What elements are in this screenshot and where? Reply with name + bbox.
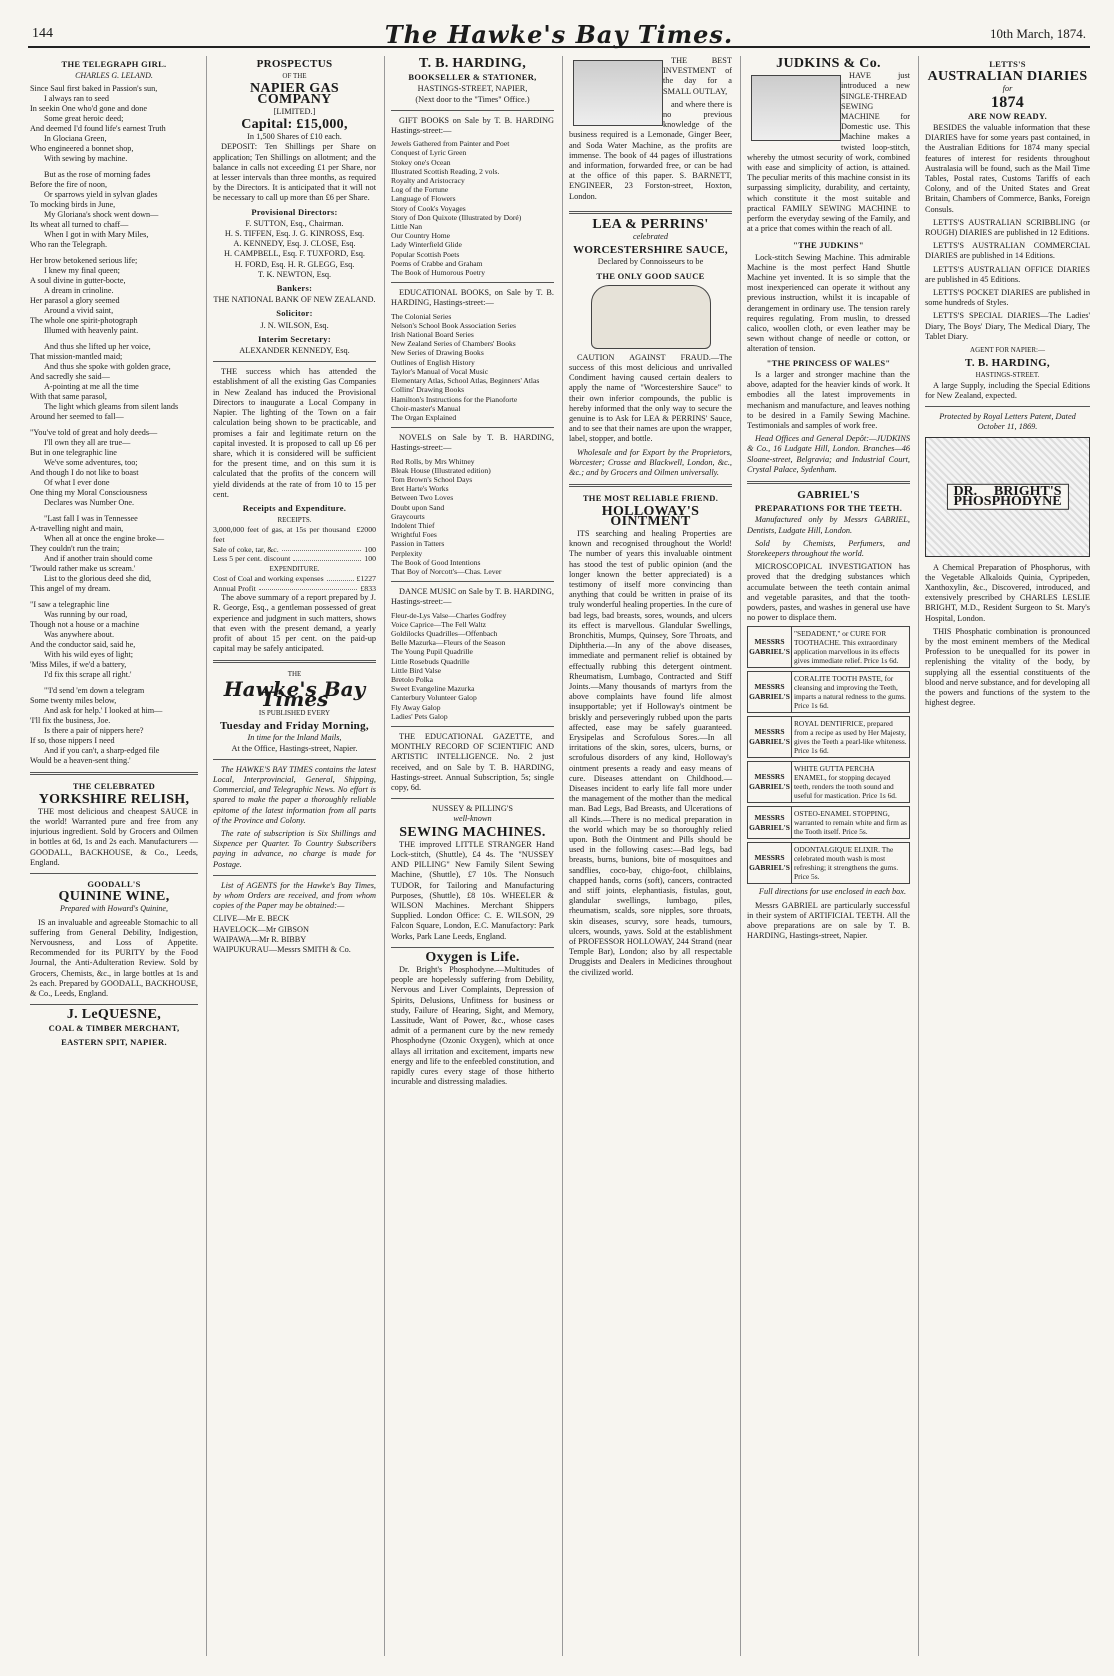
poem-line: Who ran the Telegraph. bbox=[30, 240, 108, 250]
princess-heading: "THE PRINCESS OF WALES" bbox=[766, 357, 891, 368]
poem-line: And the conductor said, said he, bbox=[30, 640, 136, 650]
lea-caution: CAUTION AGAINST FRAUD.—The success of this most delicious and unrivalled Condiment having caused certain dealers to apply the name of "Worcestershire Sauce" to their own inferior compounds, the public is hereby informed that the only way to secure the genuine is to Ask for LEA & PERRINS' Sauce, and to see that their names are upon the wrapper, label, stopper, and bottle. bbox=[569, 352, 732, 444]
novel-item: The Book of Good Intentions bbox=[391, 557, 481, 567]
director-line: F. SUTTON, Esq., Chairman. bbox=[245, 218, 344, 228]
gabriel-product bbox=[747, 671, 910, 713]
relish-text: THE most delicious and cheapest SAUCE in the world! Warranted pure and free from any injurious ingredient. Sold by Grocers and Oilmen in bottles at 6d, 1s and 2s each. Manufacturers — GOODALL, BACKHOUSE, & Co., Leeds, England. bbox=[30, 806, 198, 867]
princess-text: Is a larger and stronger machine than the above, adapted for the heavier kinds of work. It embodies all the latest improvements in mechanism and manufacture, and leaves nothing to be desired in a Family Sewing Machine. Testimonials and samples of work free. bbox=[747, 369, 910, 430]
gabriel-product-list bbox=[747, 626, 910, 884]
poem-line: Since Saul first baked in Passion's sun, bbox=[30, 84, 158, 94]
music-item: The Young Pupil Quadrille bbox=[391, 647, 473, 657]
poem-line: I'd fix this scrape all right.' bbox=[44, 670, 132, 680]
gazette-text: THE EDUCATIONAL GAZETTE, and MONTHLY RECORD OF SCIENTIFIC AND ARTISTIC INTELLIGENCE. No. 2 just received, and on Sale by T. B. HARDING, Hastings-street. Annual Subscription, 5s; single copy, 6d. bbox=[391, 732, 554, 793]
poem-line: And though I do not like to boast bbox=[30, 468, 139, 478]
poem-line: We've some adventures, too; bbox=[44, 458, 138, 468]
edu-book-item: Irish National Board Series bbox=[391, 330, 474, 340]
letts-diary-list bbox=[925, 218, 1090, 342]
poem-line: Before the fire of noon, bbox=[30, 180, 108, 190]
poem-line: That mission-mantled maid; bbox=[30, 352, 123, 362]
letts-heading: LETTS'S bbox=[989, 59, 1026, 69]
edu-book-item: Elementary Atlas, School Atlas, Beginners' Atlas bbox=[391, 376, 540, 386]
divider bbox=[213, 660, 376, 663]
holloway-title: HOLLOWAY'S OINTMENT bbox=[601, 503, 700, 529]
edu-book-item: Nelson's School Book Association Series bbox=[391, 320, 516, 330]
letts-ready: ARE NOW READY. bbox=[967, 110, 1048, 121]
letts-diary-item: LETTS'S AUSTRALIAN SCRIBBLING (or ROUGH) DIARIES are published in 12 Editions. bbox=[925, 217, 1090, 238]
harding-trade: BOOKSELLER & STATIONER, bbox=[408, 72, 537, 83]
poem-author: CHARLES G. LELAND. bbox=[75, 71, 153, 81]
poem-line: A-pointing at me all the time bbox=[44, 382, 139, 392]
deposit-text: DEPOSIT: Ten Shillings per Share on application; Ten Shillings on allotment; and the balance in calls not exceeding £1 per Share, nor at lesser intervals than three months, as required by the Directors. It is anticipated that it will not be necessary to call up more than £6 per Share. bbox=[213, 142, 376, 203]
novel-item: Doubt upon Sand bbox=[391, 502, 445, 512]
gabriel-subtitle: PREPARATIONS FOR THE TEETH. bbox=[754, 503, 903, 514]
gabriel-product-text: ODONTALGIQUE ELIXIR. The celebrated mouth wash is most refreshing; it strengthens the gums. Price 5s. bbox=[794, 845, 899, 882]
expenditure-row: Annual Profit £833 bbox=[213, 583, 376, 593]
solicitor-name: J. N. WILSON, Esq. bbox=[260, 320, 329, 330]
gift-book-item: Our Country Home bbox=[391, 231, 451, 241]
quinine-title: QUININE WINE, bbox=[58, 889, 170, 905]
poem-line: 'I'll fix the business, Joe. bbox=[30, 716, 111, 726]
music-item: Goldilocks Quadrilles—Offenbach bbox=[391, 628, 498, 638]
gabriel-product bbox=[747, 716, 910, 758]
lea-good: THE ONLY GOOD SAUCE bbox=[596, 270, 705, 281]
gabriel-product-text: OSTEO-ENAMEL STOPPING, warranted to remain white and firm as the Tooth itself. Price 5s. bbox=[794, 809, 907, 837]
gabriel-product-label: MESSRS GABRIEL'S bbox=[748, 717, 792, 757]
receipts-note: The above summary of a report prepared by J. R. George, Esq., a gentleman possessed of great experience and judgment in such matters, shows that even with the present demand, a yearly profit of about 15 per cent. on the paid-up capital may be safely anticipated. bbox=[213, 593, 376, 654]
divider bbox=[213, 875, 376, 876]
gabriel-product-label: MESSRS GABRIEL'S bbox=[748, 843, 792, 883]
expenditure-row: Cost of Coal and working expenses £1227 bbox=[213, 573, 376, 583]
poem-line: I always ran to seed bbox=[44, 94, 110, 104]
gabriel-product-label: MESSRS GABRIEL'S bbox=[748, 807, 792, 838]
edu-book-item: The Colonial Series bbox=[391, 311, 452, 321]
poem-line: Of what I ever done bbox=[44, 478, 110, 488]
novels-heading: NOVELS on Sale by T. B. HARDING, Hastings-street:— bbox=[391, 433, 554, 453]
director-line: H. FORD, Esq. H. R. GLEGG, Esq. bbox=[234, 259, 355, 269]
poem-line: List to the glorious deed she did, bbox=[44, 574, 152, 584]
paper-days: Tuesday and Friday Morning, bbox=[220, 720, 369, 733]
letts-title: AUSTRALIAN DIARIES bbox=[927, 69, 1088, 85]
edu-book-item: Hamilton's Instructions for the Pianoforte bbox=[391, 394, 518, 404]
gabriel-product-text: CORALITE TOOTH PASTE, for cleansing and improving the Teeth, imparts a natural redness to the gums. Price 1s 6d. bbox=[794, 674, 906, 711]
gabriel-product-text: WHITE GUTTA PERCHA ENAMEL, for stopping decayed teeth, renders the tooth sound and useful for mastication. Price 1s 6d. bbox=[794, 764, 897, 801]
edu-book-item: Collins' Drawing Books bbox=[391, 385, 465, 395]
oxygen-title: Oxygen is Life. bbox=[425, 949, 520, 965]
edu-book-item: Taylor's Manual of Vocal Music bbox=[391, 366, 489, 376]
quinine-text: IS an invaluable and agreeable Stomachic to all suffering from General Debility, Indigestion, Nervousness, and Loss of Appetite. Recommended for its PURITY by the Food Journal, the Anti-Adulteration Review. Sold by Grocers, Chemists, &c., in large bottles at 1s and 2s each. Prepared by GOODALL, BACKHOUSE, & Co., Leeds, England. bbox=[30, 917, 198, 999]
poem-line: I knew my final queen; bbox=[44, 266, 120, 276]
director-line: A. KENNEDY, Esq. J. CLOSE, Esq. bbox=[233, 239, 356, 249]
poem-line: Though not a house or a machine bbox=[30, 620, 140, 630]
poem-line: Her parasol a glory seemed bbox=[30, 296, 120, 306]
poem-line: They couldn't run the train; bbox=[30, 544, 120, 554]
best-heading: THE BEST INVESTMENT of the day for a SMALL OUTLAY, bbox=[663, 56, 732, 96]
poem-line: I'll own they all are true— bbox=[44, 438, 131, 448]
gift-book-item: Log of the Fortune bbox=[391, 185, 449, 195]
poem-line: "Last fall I was in Tennessee bbox=[44, 514, 138, 524]
novel-item: Tom Brown's School Days bbox=[391, 474, 473, 484]
receipts-subheading: RECEIPTS. bbox=[277, 516, 312, 525]
edu-heading: EDUCATIONAL BOOKS, on Sale by T. B. HARDING, Hastings-street:— bbox=[391, 288, 554, 308]
novel-item: Wrightful Foes bbox=[391, 530, 437, 540]
gift-book-item: Illustrated Scottish Reading, 2 vols. bbox=[391, 166, 500, 176]
gabriel-agent: Messrs GABRIEL are particularly successful in their system of ARTIFICIAL TEETH. All the above preparations are on sale by T. B. HARDING, Hastings-street, Napier. bbox=[747, 900, 910, 941]
gift-book-item: Stokey one's Ocean bbox=[391, 157, 451, 167]
receipts-heading: Receipts and Expenditure. bbox=[242, 502, 347, 513]
micro-text: MICROSCOPICAL INVESTIGATION has proved that the dredging substances which accumulate between the teeth contain animal and vegetable parasites, and that the tooth-powders, pastes, and washes in general use have no power to displace them. bbox=[747, 562, 910, 623]
poem-line: Declares was Number One. bbox=[44, 498, 135, 508]
gabriel-product bbox=[747, 626, 910, 668]
prospectus-heading: PROSPECTUS bbox=[256, 58, 333, 70]
divider bbox=[391, 726, 554, 727]
director-line: T. K. NEWTON, Esq. bbox=[257, 269, 332, 279]
paper-name: Hawke's Bay Times bbox=[223, 676, 366, 711]
music-item: Bretolo Polka bbox=[391, 674, 433, 684]
poem-line: Who engineered a bonnet shop, bbox=[30, 144, 134, 154]
best-text: and where there is no previous knowledge of the business required is a Lemonade, Ginger Beer, and Soda Water Machine, as the profits are immense. The book of 44 pages of illustrations and information, forwarded free, or can be had at the office of this paper. S. BARNETT, ENGINEER, 23 Forston-street, Hoxton, London. bbox=[569, 99, 732, 201]
poem-line: And thus she lifted up her voice, bbox=[44, 342, 151, 352]
holloway-text: ITS searching and healing Properties are known and recognised throughout the World! The number of years this invaluable ointment has stood the test of public opinion (and the longer known the better appreciated) is a testimony of itself more convincing than anything that could be written in praise of its truly wonderful healing properties. In the cure of bad legs, bad breasts, sores, wounds, and ulcers its effect is marvellous. Glandular Swellings, Bronchitis, Mumps, Quinsey, Sore Throats, and Diphtheria.—In any of the above diseases, immediate and permanent relief is obtained by effectually rubbing this detergent ointment. Rheumatism, Lumbago, Contracted and Stiff Joints.—Many thousands of martyrs from the above complaints have found life almost insupportable; yet if Holloway's ointment be briskly and perseveringly rubbed upon the parts affected, ease may be safely guaranteed. Erysipelas and Scrofulous Sores.—In all irritations of the skin, sores, ulcers, burns, or scrofulous disorders of any kind, Holloway's ointment presents a ready and easy means of cure. Diseases attendant on Childhood.—Diseases incident to early life fall more under the management of the mother than the medical man. Bad Legs, Bad Breasts, and Ulcerations of all Kinds.—There is no medical preparation in the world which may be so thoroughly relied upon. Both the Ointment and Pills should be used in the following cases:—Bad legs, bad breasts, burns, bunions, bite of mosquitoes and sandflies, coco-bay, chigo-foot, chilblains, chapped hands, corns (soft), cancers, contracted and stiff joints, elephantiasis, fistulas, gout, glandular swellings, lumbago, piles, rheumatism, scalds, sore nipples, sore throats, skin diseases, scurvy, sore heads, tumours, ulcers, wounds, yaws. Sold at the establishment of PROFESSOR HOLLOWAY, 244 Strand (near Temple Bar), London; also by all respectable Druggists and Dealers in Medicines throughout the civilized world. bbox=[569, 528, 732, 977]
gabriel-product-label: MESSRS GABRIEL'S bbox=[748, 627, 792, 667]
judkins-model-text: Lock-stitch Sewing Machine. This admirable Machine is the most perfect Hand Shuttle Machine yet invented. It is so simple that the most inexperienced can operate it without any previous instruction, whilst it is incapable of derangement in ordinary use. The tension rarely requires regulating. From muslin, to dressed calico, woollen cloth, or even leather may be sewn without change of needle or cotton, or alteration of tension. bbox=[747, 252, 910, 354]
harding-street: HASTINGS-STREET, NAPIER, bbox=[417, 84, 528, 94]
poem-line: Was anywhere about. bbox=[44, 630, 115, 640]
receipt-row: Sale of coke, tar, &c. 100 bbox=[213, 544, 376, 554]
gift-book-item: Royalty and Aristocracy bbox=[391, 176, 465, 186]
merchant-name: J. LeQUESNE, bbox=[66, 1007, 162, 1023]
gift-book-item: Poems of Crabbe and Graham bbox=[391, 258, 483, 268]
poem-line: And deemed I'd found life's earnest Truth bbox=[30, 124, 166, 134]
page-number: 144 bbox=[32, 26, 53, 41]
paper-subscription: The rate of subscription is Six Shillings and Sixpence per Quarter. To Country Subscribers paying in advance, no charge is made for Postage. bbox=[213, 828, 376, 869]
gabriel-product bbox=[747, 806, 910, 839]
poem-line: Some great heroic deed; bbox=[44, 114, 124, 124]
poem-line: Is there a pair of nippers here? bbox=[44, 726, 144, 736]
company-capital: Capital: £15,000, bbox=[241, 117, 348, 133]
gift-book-item: Language of Flowers bbox=[391, 194, 456, 204]
sewing-text: THE improved LITTLE STRANGER Hand Lock-stitch, (Shuttle), £4 4s. The "NUSSEY AND PILLING" New Family Silent Sewing Machine, (Shuttle), £7 10s. The Nonsuch TUDOR, for Tailoring and Manufacturing Purposes, (Shuttle), £8 10s. WHEELER & WILSON Machines. Merchant Shippers Supplied. London Office: C. E. WILSON, 29 Falcon Square, London, E.C. Manufactory: Park Works, Park Lane Leeds, England. bbox=[391, 839, 554, 941]
poem-line: With sewing by machine. bbox=[44, 154, 128, 164]
column-6 bbox=[918, 56, 1090, 1656]
poem-line: Would be a heaven-sent thing.' bbox=[30, 756, 131, 766]
letts-diary-item: LETTS'S AUSTRALIAN COMMERCIAL DIARIES are published in 14 Editions. bbox=[925, 241, 1090, 261]
expenditure-subheading: EXPENDITURE. bbox=[269, 564, 320, 573]
novel-item: Bret Harte's Works bbox=[391, 484, 449, 494]
divider bbox=[391, 110, 554, 111]
secretary-name: ALEXANDER KENNEDY, Esq. bbox=[239, 346, 350, 356]
divider bbox=[391, 581, 554, 582]
poem-line: And if another train should come bbox=[44, 554, 153, 564]
poem-line: 'Twould rather make us scream.' bbox=[30, 564, 136, 574]
columns bbox=[28, 56, 1090, 1656]
gift-book-item: The Book of Humorous Poetry bbox=[391, 268, 486, 278]
poem-line: The light which gleams from silent lands bbox=[44, 402, 179, 412]
sauce-bottle-illustration bbox=[591, 285, 711, 349]
novel-list bbox=[391, 457, 554, 577]
lea-celebrated: celebrated bbox=[632, 232, 668, 242]
judkins-text: HAVE just introduced a new SINGLE-THREAD SEWING MACHINE for Domestic use. This Machine makes a twisted loop-stitch, whereby the utmost security of work, combined with ease and simplicity of action, is attained. The peculiar merits of this machine consist in its surpassing simplicity, durability, and certainty, which constitute it the most suitable and practical FAMILY SEWING MACHINE to perform the everyday sewing of the Family, and at a price that comes within the reach of all. bbox=[747, 71, 910, 234]
poem-line: But as the rose of morning fades bbox=[44, 170, 151, 180]
music-item: Ladies' Pets Galop bbox=[391, 711, 448, 721]
poem-line: 'Miss Miles, if we'd a battery, bbox=[30, 660, 127, 670]
issue-date: 10th March, 1874. bbox=[989, 26, 1086, 41]
poem-body bbox=[30, 84, 198, 766]
divider bbox=[391, 947, 554, 948]
letts-agent-street: HASTINGS-STREET. bbox=[975, 371, 1040, 380]
poem-line: One thing my Moral Consciousness bbox=[30, 488, 148, 498]
poem-line: Was running by our road, bbox=[44, 610, 128, 620]
gabriel-product bbox=[747, 761, 910, 803]
relish-heading: THE CELEBRATED bbox=[72, 781, 156, 792]
sewing-pre: NUSSEY & PILLING'S bbox=[432, 804, 513, 814]
divider bbox=[747, 481, 910, 484]
company-name: NAPIER GAS COMPANY bbox=[250, 81, 339, 107]
poem-line: Some twenty miles below, bbox=[30, 696, 117, 706]
secretary-heading: Interim Secretary: bbox=[258, 333, 331, 344]
lea-wholesale: Wholesale and for Export by the Proprietors, Worcester; Crosse and Blackwell, London, &c., &c.; and by Grocers and Oilmen universally. bbox=[569, 447, 732, 478]
gift-book-item: Jewels Gathered from Painter and Poet bbox=[391, 139, 510, 149]
novel-item: Perplexity bbox=[391, 548, 423, 558]
poem-line: A soul divine in gutter-bocte, bbox=[30, 276, 126, 286]
gabriel-sold: Sold by Chemists, Perfumers, and Storekeepers throughout the world. bbox=[747, 538, 910, 558]
poem-line: Illumed with heavenly paint. bbox=[44, 326, 139, 336]
divider bbox=[30, 873, 198, 874]
novel-item: Red Rolls, by Mrs Whitney bbox=[391, 456, 475, 466]
poem-line: In seekin One who'd gone and done bbox=[30, 104, 147, 114]
column-1 bbox=[28, 56, 204, 1656]
letts-diary-item: LETTS'S AUSTRALIAN OFFICE DIARIES are published in 45 Editions. bbox=[925, 264, 1090, 284]
divider bbox=[391, 282, 554, 283]
music-item: Little Rosebuds Quadrille bbox=[391, 656, 470, 666]
paper-office: At the Office, Hastings-street, Napier. bbox=[231, 743, 358, 753]
letts-year: 1874 bbox=[990, 93, 1025, 111]
divider bbox=[213, 759, 376, 760]
gift-book-item: Story of Don Quixote (Illustrated by Doré) bbox=[391, 212, 522, 222]
directors-list bbox=[213, 219, 376, 280]
edu-book-item: New Zealand Series of Chambers' Books bbox=[391, 339, 516, 349]
solicitor-heading: Solicitor: bbox=[276, 308, 313, 319]
music-item: Voice Caprice—The Fell Waltz bbox=[391, 619, 487, 629]
company-limited: [LIMITED.] bbox=[273, 106, 316, 116]
letts-diary-item: LETTS'S SPECIAL DIARIES—The Ladies' Diary, The Boys' Diary, The Medical Diary, The Tablet Diary. bbox=[925, 311, 1090, 341]
poem-line: With his wild eyes of light; bbox=[44, 650, 134, 660]
poem-line: If so, those nippers I need bbox=[30, 736, 115, 746]
letts-agent-heading: AGENT FOR NAPIER:— bbox=[970, 346, 1045, 355]
gift-book-item: Lady Winterfield Glide bbox=[391, 240, 462, 250]
paper-time: In time for the Inland Mails, bbox=[247, 733, 342, 743]
music-item: Fleur-de-Lys Valse—Charles Godfrey bbox=[391, 610, 507, 620]
music-item: Fly Away Galop bbox=[391, 702, 441, 712]
letts-agent: T. B. HARDING, bbox=[965, 357, 1050, 370]
poem-line: When all at once the engine broke— bbox=[44, 534, 165, 544]
prospectus-of: OF THE bbox=[282, 72, 307, 81]
novel-item: Indolent Thief bbox=[391, 520, 435, 530]
divider bbox=[30, 772, 198, 775]
merchant-address: EASTERN SPIT, NAPIER. bbox=[61, 1036, 167, 1047]
directors-heading: Provisional Directors: bbox=[251, 206, 338, 217]
paper-published: IS PUBLISHED EVERY bbox=[258, 708, 331, 717]
gift-book-item: Popular Scottish Poets bbox=[391, 249, 460, 259]
column-5 bbox=[740, 56, 916, 1656]
sewing-pre2: well-known bbox=[453, 814, 492, 824]
poem-line: Its wheat all turned to chaff— bbox=[30, 220, 129, 230]
poem-line: But in one telegraphic line bbox=[30, 448, 117, 458]
gift-book-item: Conquest of Lyric Green bbox=[391, 148, 467, 158]
divider bbox=[213, 361, 376, 362]
agent-line: HAVELOCK—Mr GIBSON bbox=[213, 924, 309, 934]
sewing-machine-illustration bbox=[751, 75, 841, 141]
gabriel-product-text: ROYAL DENTIFRICE, prepared from a recipe as used by Her Majesty, gives the Teeth a pearl-like whiteness. Price 1s 6d. bbox=[794, 719, 907, 756]
music-item: Canterbury Volunteer Galop bbox=[391, 693, 477, 703]
poem-line: In Glociana Green, bbox=[44, 134, 107, 144]
divider bbox=[569, 484, 732, 487]
quinine-heading: GOODALL'S bbox=[87, 879, 141, 890]
poem-line: A-travelling night and main, bbox=[30, 524, 124, 534]
music-item: Belle Mazurka—Fleurs of the Season bbox=[391, 638, 506, 648]
phosphodyne-trademark-illustration bbox=[925, 437, 1090, 557]
gabriel-manufacturer: Manufactured only by Messrs GABRIEL, Dentists, Ludgate Hill, London. bbox=[747, 515, 910, 535]
receipt-row: Less 5 per cent. discount 100 bbox=[213, 554, 376, 564]
harding-next: (Next door to the "Times" Office.) bbox=[415, 94, 530, 104]
lea-title: WORCESTERSHIRE SAUCE, bbox=[573, 244, 728, 257]
poem-line: This angel of my dream. bbox=[30, 584, 111, 594]
merchant-trade: COAL & TIMBER MERCHANT, bbox=[48, 1023, 180, 1034]
judkins-name: JUDKINS & Co. bbox=[776, 56, 881, 71]
relish-title: YORKSHIRE RELISH, bbox=[38, 791, 190, 807]
plate-label: DR. BRIGHT'S PHOSPHODYNE bbox=[946, 483, 1068, 509]
novel-item: Passion in Tatters bbox=[391, 539, 445, 549]
agents-heading: List of AGENTS for the Hawke's Bay Times, by whom Orders are received, and from whom copies of the Paper may be obtained:— bbox=[213, 880, 376, 911]
poem-line: And sacredly she said— bbox=[30, 372, 110, 382]
poem-line: To mocking birds in June, bbox=[30, 200, 116, 210]
bankers-name: THE NATIONAL BANK OF NEW ZEALAND. bbox=[213, 295, 376, 305]
poem-line: "You've told of great and holy deeds— bbox=[30, 428, 158, 438]
divider bbox=[30, 1004, 198, 1005]
column-4 bbox=[562, 56, 738, 1656]
lea-declared: Declared by Connoisseurs to be bbox=[597, 257, 704, 267]
poem-line: With that same parasol, bbox=[30, 392, 107, 402]
poem-line: Her brow betokened serious life; bbox=[30, 256, 138, 266]
paper-the: THE bbox=[287, 670, 302, 679]
agent-line: WAIPAWA—Mr R. BIBBY bbox=[213, 934, 307, 944]
judkins-model: "THE JUDKINS" bbox=[793, 240, 864, 251]
poem-line: And if you can't, a sharp-edged file bbox=[44, 746, 160, 756]
poem-line: And thus she spoke with golden grace, bbox=[44, 362, 171, 372]
letts-text: BESIDES the valuable information that these DIARIES have for some years past contained, in the Australian Editions for 1874 many special features of interest for residents throughout Australasia will be found, such as the Mail Time Tables, Postal rates, Customs Tariffs of each Colony, and of the United States and Great Britain, Chambers of Commerce, Banks, Foreign Consuls. bbox=[925, 123, 1090, 214]
gabriel-note: Full directions for use enclosed in each box. bbox=[758, 887, 907, 897]
letts-diary-item: LETTS'S POCKET DIARIES are published in some hundreds of Styles. bbox=[925, 288, 1090, 308]
bankers-heading: Bankers: bbox=[276, 283, 313, 294]
phosphodyne-heading: A Chemical Preparation of Phosphorus, with the Vegetable Alkaloids Quinia, Cypripeden, Xanthoxylin, &c., Discovered, introduced, and extensively prescribed by CHARLES LESLIE BRIGHT, M.D., Resident Surgeon to St. Mary's Hospital, London. bbox=[925, 562, 1090, 623]
gift-book-list bbox=[391, 139, 554, 277]
edu-book-item: New Series of Drawing Books bbox=[391, 348, 484, 358]
poem-line: The whole one spirit-photograph bbox=[30, 316, 138, 326]
music-item: Sweet Evangeline Mazurka bbox=[391, 684, 475, 694]
edu-book-item: Choir-master's Manual bbox=[391, 403, 461, 413]
novel-item: Between Two Loves bbox=[391, 493, 454, 503]
divider bbox=[391, 798, 554, 799]
patent-note: Protected by Royal Letters Patent, Dated October 11, 1869. bbox=[939, 412, 1076, 432]
poem-line: Or sparrows yield in sylvan glades bbox=[44, 190, 158, 200]
poem-line: Around a vivid saint, bbox=[44, 306, 114, 316]
music-heading: DANCE MUSIC on Sale by T. B. HARDING, Hastings-street:— bbox=[391, 587, 554, 607]
music-item: Little Bird Valse bbox=[391, 665, 442, 675]
prospectus-body: THE success which has attended the establishment of all the existing Gas Companies in New Zealand has induced the Provisional Directors to inaugurate a Local Company in Napier. The lighting of the Town on a fair calculation being shown to be practicable, and promises a fair and legitimate return on the capital invested. It is proposed to call up £6 per share, which it is considered will be sufficient for the present time, and on this sum it is calculated that the profits of the concern will yield dividends at the rate of from 10 to 15 per cent. bbox=[213, 367, 376, 499]
poem-line: Around her seemed to fall— bbox=[30, 412, 124, 422]
agent-line: CLIVE—Mr E. BECK bbox=[213, 914, 290, 924]
divider bbox=[391, 427, 554, 428]
masthead bbox=[28, 20, 1090, 48]
poem-title: THE TELEGRAPH GIRL. bbox=[61, 59, 167, 69]
letts-supply: A large Supply, including the Special Editions for New Zealand, expected. bbox=[925, 380, 1090, 400]
gift-heading: GIFT BOOKS on Sale by T. B. HARDING Hastings-street:— bbox=[391, 115, 554, 136]
gabriel-product-label: MESSRS GABRIEL'S bbox=[748, 672, 792, 712]
gabriel-product bbox=[747, 842, 910, 884]
poem-line: "'I'd send 'em down a telegram bbox=[44, 686, 145, 696]
edu-book-list bbox=[391, 312, 554, 422]
harding-name: T. B. HARDING, bbox=[418, 56, 526, 71]
director-line: H. CAMPBELL, Esq. F. TUXFORD, Esq. bbox=[224, 249, 365, 259]
gift-book-item: Story of Cook's Voyages bbox=[391, 203, 466, 213]
column-3 bbox=[384, 56, 560, 1656]
phosphodyne-text: THIS Phosphatic combination is pronounced by the most eminent members of the Medical Profession to be unequalled for its power in replenishing the vitality of the body, by supplying all the essential constituents of the blood and nerve substance, and for developing all the powers and functions of the system to the highest degree. bbox=[925, 626, 1090, 708]
column-2 bbox=[206, 56, 382, 1656]
judkins-address: Head Offices and General Depôt:—JUDKINS & Co., 16 Ludgate Hill, London. Branches—46 Sloane-street, Belgravia; and Industrial Court, Crystal Palace, Sydenham. bbox=[747, 434, 910, 474]
newspaper-title: The Hawke's Bay Times. bbox=[384, 20, 734, 49]
poem-line: And ask for help.' I looked at him— bbox=[44, 706, 163, 716]
novel-item: That Boy of Norcott's—Chas. Lever bbox=[391, 566, 502, 576]
gabriel-title: GABRIEL'S bbox=[797, 488, 860, 501]
gabriel-product-text: "SEDADENT," or CURE FOR TOOTHACHE. This extraordinary application marvellous in its effects gives immediate relief. Price 1s 6d. bbox=[794, 629, 900, 666]
holloway-pre: THE MOST RELIABLE FRIEND. bbox=[582, 493, 719, 504]
sewing-title: SEWING MACHINES. bbox=[399, 824, 546, 840]
paper-body: The HAWKE'S BAY TIMES contains the latest Local, Interprovincial, General, Shipping, Commercial, and Telegraphic News. No effort is spared to make the paper a thoroughly reliable epitome of the latest information from all parts of the Province and Colony. bbox=[213, 764, 376, 825]
quinine-subtitle: Prepared with Howard's Quinine, bbox=[60, 904, 168, 914]
director-line: H. S. TIFFEN, Esq. J. G. KINROSS, Esq. bbox=[224, 229, 365, 239]
edu-book-item: Outlines of English History bbox=[391, 357, 475, 367]
poem-line: A dream in crinoline. bbox=[44, 286, 114, 296]
lemonade-machine-illustration bbox=[573, 60, 663, 126]
gabriel-product-label: MESSRS GABRIEL'S bbox=[748, 762, 792, 802]
edu-book-item: The Organ Explained bbox=[391, 412, 457, 422]
novel-item: Graycourts bbox=[391, 511, 425, 521]
poem-line: My Gloriana's shock went down— bbox=[44, 210, 159, 220]
lea-name: LEA & PERRINS' bbox=[592, 216, 709, 232]
receipt-row: 3,000,000 feet of gas, at 15s per thousand feet £2000 bbox=[213, 525, 376, 544]
company-shares: In 1,500 Shares of £10 each. bbox=[247, 132, 342, 142]
poem-line: When I got in with Mary Miles, bbox=[44, 230, 149, 240]
divider bbox=[569, 211, 732, 214]
music-list bbox=[391, 611, 554, 721]
oxygen-text: Dr. Bright's Phosphodyne.—Multitudes of people are hopelessly suffering from Debility, Nervous and Liver Complaints, Depression of Spirits, Delusions, Unfitness for business or study, Failure of Hearing, Sight, and Memory, Lassitude, Want of Power, &c., whose cases admit of a permanent cure by the new remedy Phosphodyne (Ozonic Oxygen), which at once allays all irritation and excitement, imparts new energy and life to the enfeebled constitution, and rapidly cures every stage of those hitherto incurable and distressing maladies. bbox=[391, 965, 554, 1087]
agent-line: WAIPUKURAU—Messrs SMITH & Co. bbox=[213, 944, 351, 954]
letts-for: for bbox=[1002, 84, 1013, 94]
divider bbox=[925, 406, 1090, 407]
novel-item: Bleak House (Illustrated edition) bbox=[391, 465, 491, 475]
poem-line: "I saw a telegraphic line bbox=[30, 600, 110, 610]
gift-book-item: Little Nan bbox=[391, 222, 422, 232]
